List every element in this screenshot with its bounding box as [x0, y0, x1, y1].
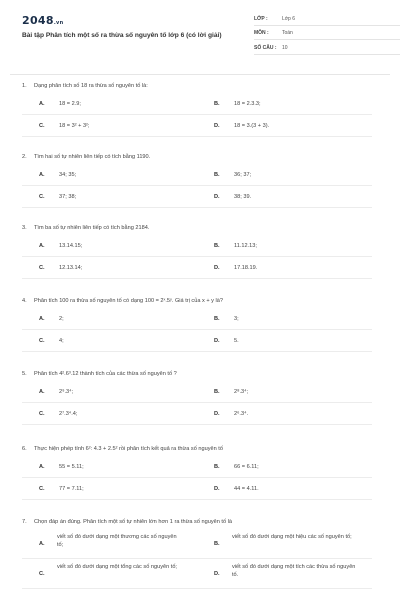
- meta-key: SỐ CÂU :: [254, 45, 277, 51]
- option-text: 38; 39.: [234, 194, 252, 200]
- question-stem: Tìm ba số tự nhiên liên tiếp có tích bằng 2184.: [34, 225, 150, 231]
- option-b[interactable]: [197, 385, 372, 403]
- option-text: 17.18.19.: [234, 265, 258, 271]
- question-text: [22, 298, 382, 305]
- option-letter: D.: [214, 338, 220, 344]
- option-text: 77 = 7.11;: [59, 486, 84, 492]
- question-stem: Phân tích 4².6³.12 thành tích của các thừa số nguyên tố ?: [34, 371, 177, 377]
- option-text: 4;: [59, 338, 64, 344]
- question-number: 7.: [22, 519, 27, 525]
- option-text: viết số đó dưới dạng một thương các số nguyên tố;: [57, 534, 177, 548]
- option-c[interactable]: [22, 334, 197, 352]
- option-a[interactable]: [22, 385, 197, 403]
- option-text: 34; 35;: [59, 172, 77, 178]
- question-text: [22, 446, 382, 453]
- question-number: 4.: [22, 298, 27, 304]
- page-header: [22, 14, 382, 80]
- option-letter: D.: [214, 123, 220, 129]
- meta-row-subject: [254, 28, 400, 40]
- question-5: [22, 371, 382, 417]
- option-letter: B.: [214, 464, 220, 470]
- option-letter: C.: [39, 338, 45, 344]
- option-b[interactable]: [197, 312, 372, 330]
- option-text: 37; 38;: [59, 194, 77, 200]
- option-b[interactable]: [197, 239, 372, 257]
- question-number: 6.: [22, 446, 27, 452]
- site-logo[interactable]: [22, 14, 63, 27]
- option-letter: D.: [214, 265, 220, 271]
- option-letter: D.: [214, 411, 220, 417]
- divider: [10, 74, 390, 75]
- option-a[interactable]: [22, 97, 197, 115]
- option-letter: B.: [214, 172, 220, 178]
- question-stem: Thực hiện phép tính 6²: 4.3 + 2.5² rồi phân tích kết quả ra thừa số nguyên tố: [34, 446, 223, 452]
- logo-text: 2048: [22, 14, 54, 27]
- option-letter: D.: [214, 571, 220, 577]
- option-letter: B.: [214, 541, 220, 547]
- option-letter: A.: [39, 541, 45, 547]
- option-c[interactable]: [22, 407, 197, 425]
- option-text: viết số đó dưới dạng một tổng các số nguyên tố;: [57, 564, 177, 570]
- option-letter: C.: [39, 123, 45, 129]
- option-letter: A.: [39, 172, 45, 178]
- option-letter: A.: [39, 316, 45, 322]
- question-stem: Chọn đáp án đúng. Phân tích một số tự nhiên lớn hơn 1 ra thừa số nguyên tố là: [34, 519, 232, 525]
- option-letter: B.: [214, 243, 220, 249]
- option-text: 66 = 6.11;: [234, 464, 259, 470]
- option-letter: A.: [39, 389, 45, 395]
- option-text: 2⁹.3⁴;: [59, 389, 74, 395]
- question-text: [22, 83, 382, 90]
- meta-value: Toán: [282, 30, 293, 36]
- option-letter: C.: [39, 194, 45, 200]
- option-a[interactable]: [22, 168, 197, 186]
- meta-key: MÔN :: [254, 30, 269, 36]
- option-b[interactable]: [197, 97, 372, 115]
- option-text: 2⁸.3⁴;: [234, 389, 249, 395]
- option-letter: A.: [39, 243, 45, 249]
- question-text: [22, 371, 382, 378]
- option-d[interactable]: [197, 334, 372, 352]
- option-c[interactable]: [22, 563, 197, 589]
- option-text: 55 = 5.11;: [59, 464, 84, 470]
- option-c[interactable]: [22, 261, 197, 279]
- question-number: 2.: [22, 154, 27, 160]
- option-letter: D.: [214, 486, 220, 492]
- option-letter: D.: [214, 194, 220, 200]
- question-2: [22, 154, 382, 200]
- question-6: [22, 446, 382, 492]
- option-a[interactable]: [22, 239, 197, 257]
- option-a[interactable]: [22, 533, 197, 559]
- question-number: 1.: [22, 83, 27, 89]
- meta-value: Lớp 6: [282, 16, 296, 22]
- option-letter: C.: [39, 265, 45, 271]
- question-number: 5.: [22, 371, 27, 377]
- question-text: [22, 154, 382, 161]
- question-1: [22, 83, 382, 129]
- meta-key: LỚP :: [254, 16, 268, 22]
- option-text: 11.12.13;: [234, 243, 257, 249]
- option-c[interactable]: [22, 190, 197, 208]
- option-letter: C.: [39, 411, 45, 417]
- question-text: [22, 519, 382, 526]
- option-letter: B.: [214, 316, 220, 322]
- option-text: 44 = 4.11.: [234, 486, 259, 492]
- option-text: 36; 37;: [234, 172, 252, 178]
- option-letter: A.: [39, 464, 45, 470]
- option-text: 18 = 3² + 3²;: [59, 123, 90, 129]
- meta-row-grade: [254, 14, 400, 26]
- option-d[interactable]: [197, 407, 372, 425]
- option-text: 5.: [234, 338, 239, 344]
- option-text: viết số đó dưới dạng một tích các thừa số nguyên tố.: [232, 564, 356, 578]
- question-text: [22, 225, 382, 232]
- question-4: [22, 298, 382, 344]
- option-text: 18 = 2.3.3;: [234, 101, 261, 107]
- question-stem: Tìm hai số tự nhiên liên tiếp có tích bằng 1190.: [34, 154, 151, 160]
- option-text: 2⁷.3⁴.4;: [59, 411, 78, 417]
- option-d[interactable]: [197, 119, 372, 137]
- option-text: 2;: [59, 316, 64, 322]
- option-d[interactable]: [197, 563, 372, 589]
- option-b[interactable]: [197, 533, 372, 559]
- option-letter: B.: [214, 389, 220, 395]
- option-text: 18 = 2.9;: [59, 101, 81, 107]
- option-letter: C.: [39, 486, 45, 492]
- question-3: [22, 225, 382, 271]
- option-c[interactable]: [22, 482, 197, 500]
- page-title: Bài tập Phân tích một số ra thừa số nguyên tố lớp 6 (có lời giải): [22, 32, 222, 39]
- question-stem: Phân tích 100 ra thừa số nguyên tố có dạng 100 = 2ˣ.5ʸ. Giá trị của x + y là?: [34, 298, 223, 304]
- option-letter: B.: [214, 101, 220, 107]
- option-b[interactable]: [197, 460, 372, 478]
- logo-suffix: .vn: [53, 20, 64, 26]
- option-text: 3;: [234, 316, 239, 322]
- meta-value: 10: [282, 45, 288, 51]
- option-a[interactable]: [22, 460, 197, 478]
- option-text: 13.14.15;: [59, 243, 83, 249]
- option-text: viết số đó dưới dạng một hiệu các số nguyên tố;: [232, 534, 352, 540]
- option-text: 12.13.14;: [59, 265, 83, 271]
- option-d[interactable]: [197, 190, 372, 208]
- option-d[interactable]: [197, 261, 372, 279]
- option-c[interactable]: [22, 119, 197, 137]
- option-letter: C.: [39, 571, 45, 577]
- option-a[interactable]: [22, 312, 197, 330]
- question-number: 3.: [22, 225, 27, 231]
- option-letter: A.: [39, 101, 45, 107]
- option-d[interactable]: [197, 482, 372, 500]
- question-stem: Dạng phân tích số 18 ra thừa số nguyên tố là:: [34, 83, 148, 89]
- meta-row-count: [254, 43, 400, 55]
- question-7: [22, 519, 382, 578]
- option-text: 2⁶.3⁴.: [234, 411, 249, 417]
- option-text: 18 = 3.(3 + 3).: [234, 123, 270, 129]
- option-b[interactable]: [197, 168, 372, 186]
